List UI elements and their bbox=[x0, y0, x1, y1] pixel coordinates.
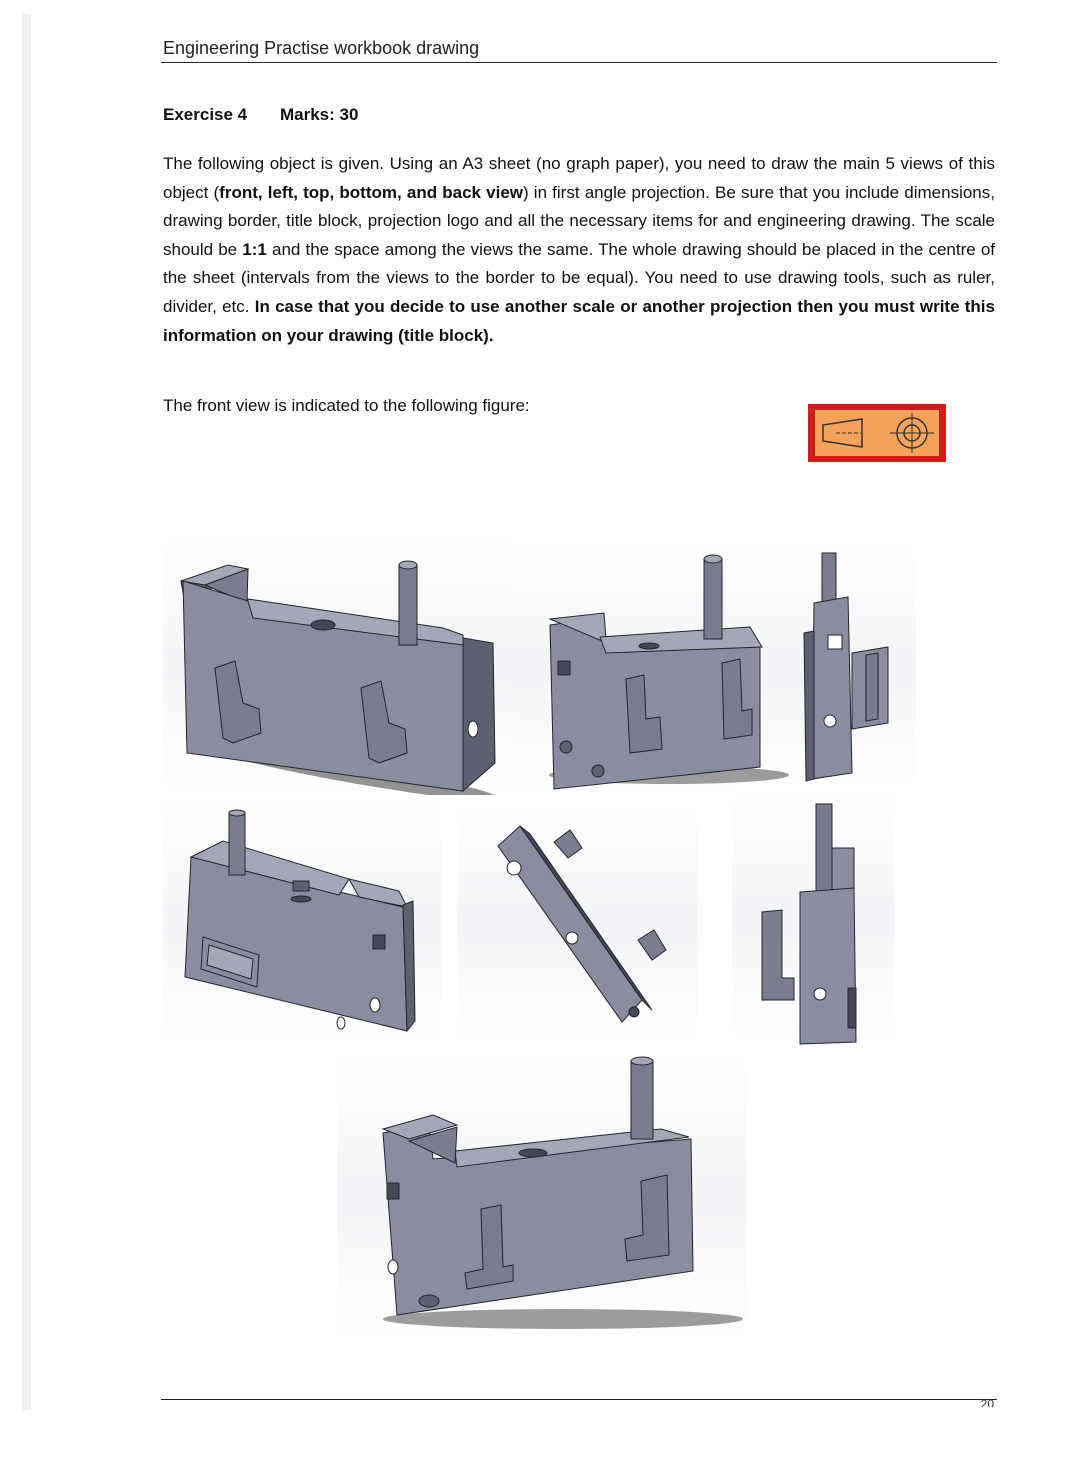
isometric-view-rear bbox=[163, 795, 441, 1047]
footer-divider bbox=[161, 1399, 997, 1400]
isometric-view-back-right bbox=[514, 539, 792, 795]
side-view-right bbox=[732, 788, 894, 1046]
header-title: Engineering Practise workbook drawing bbox=[163, 38, 480, 58]
header-divider bbox=[161, 62, 997, 63]
marks-label: Marks: 30 bbox=[280, 105, 359, 124]
scale-note: In case that you decide to use another scale or another projection then you must write this information on your drawing (title block). bbox=[163, 296, 995, 345]
top-view-rotated bbox=[458, 800, 698, 1044]
exercise-label: Exercise 4 bbox=[163, 105, 248, 124]
scale-value: 1:1 bbox=[242, 239, 267, 259]
isometric-view-front-left bbox=[163, 533, 515, 795]
views-list: front, left, top, bottom, and back view bbox=[219, 182, 523, 202]
side-view-narrow bbox=[792, 543, 916, 793]
page-number: 20 bbox=[980, 1399, 994, 1407]
page-margin-bar bbox=[22, 14, 31, 1410]
front-view-note: The front view is indicated to the following figure: bbox=[163, 396, 530, 415]
instructions-paragraph: The following object is given. Using an A3 sheet (no graph paper), you need to draw the main 5 views of this object (front, left, top, bottom, and back view) in first angle projection. Be sure that you include dimensions, drawing border, title block, projection logo and all the necessary items for and engineering drawing. The scale should be 1:1 and the space among the views the same. The whole drawing should be placed in the centre of the sheet (intervals from the views to the border to be equal). You need to use drawing tools, such as ruler, divider, etc. In case that you decide to use another scale or another projection then you must write this information on your drawing (title block). bbox=[163, 154, 996, 345]
first-angle-projection-icon bbox=[806, 402, 948, 464]
front-isometric-view bbox=[337, 1049, 747, 1341]
